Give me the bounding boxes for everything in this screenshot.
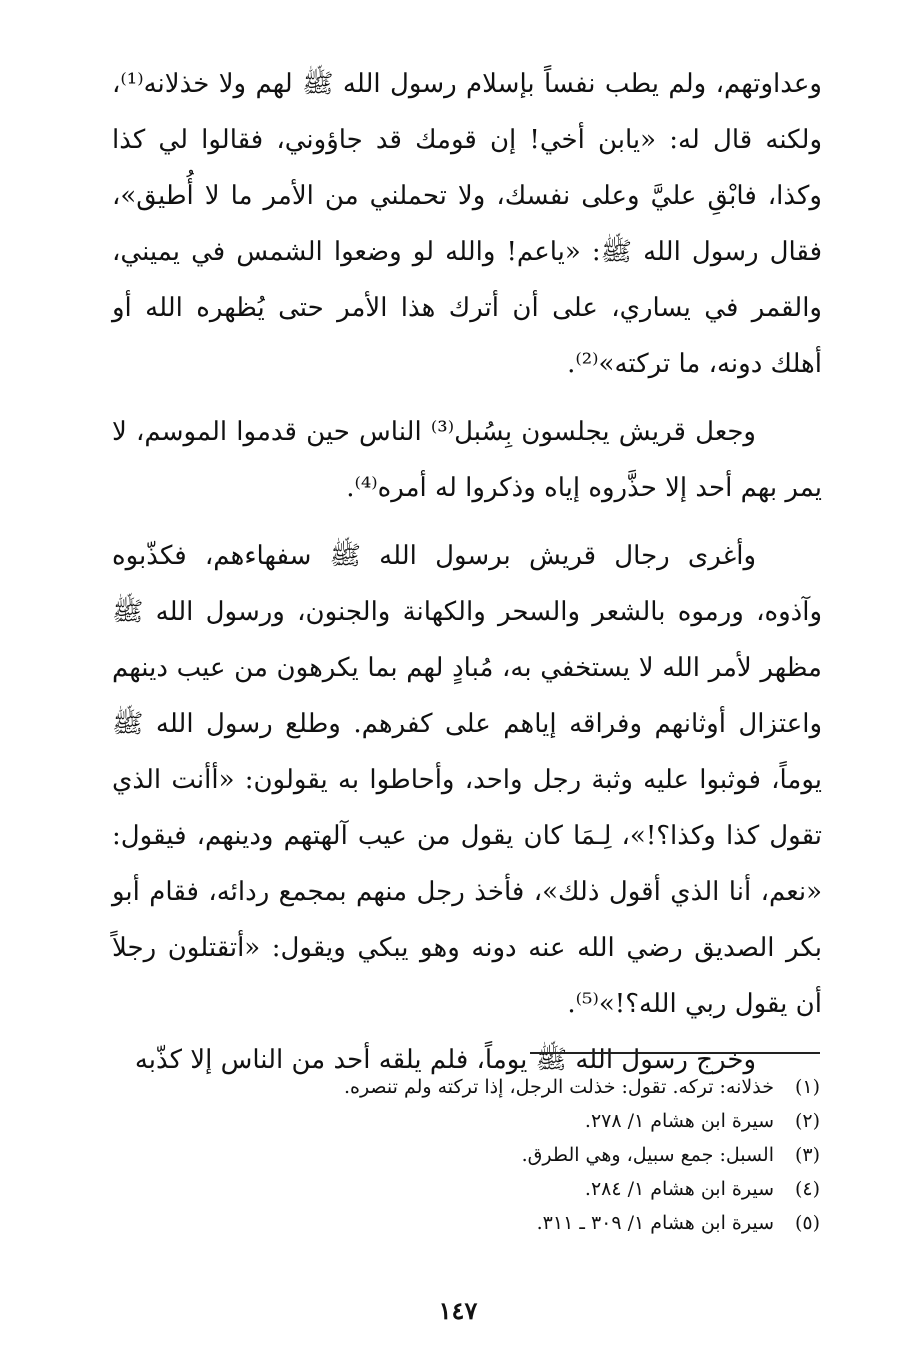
paragraph-2: وجعل قريش يجلسون بِسُبل⁽³⁾ الناس حين قدموا الموسم، لا يمر بهم أحد إلا حذَّروه إياه وذكروا له أمره⁽⁴⁾.: [112, 417, 822, 503]
footnotes: [120, 1070, 820, 1240]
footnote-1: [120, 1070, 820, 1104]
footnote-text: خذلانه: تركه. تقول: خذلت الرجل، إذا تركته ولم تنصره.: [343, 1076, 774, 1098]
paragraph-3: وأغرى رجال قريش برسول الله ﷺ سفهاءهم، فكذّبوه وآذوه، ورموه بالشعر والسحر والكهانة والجنون، ورسول الله ﷺ مظهر لأمر الله لا يستخفي به، مُبادٍ لهم بما يكرهون من عيب دينهم واعتزال أوثانهم وفراقه إياهم على كفرهم. وطلع رسول الله ﷺ يوماً، فوثبوا عليه وثبة رجل واحد، وأحاطوا به يقولون: «أأنت الذي تقول كذا وكذا؟!»، لِـمَا كان يقول من عيب آلهتهم ودينهم، فيقول: «نعم، أنا الذي أقول ذلك»، فأخذ رجل منهم بمجمع ردائه، فقام أبو بكر الصديق رضي الله عنه دونه وهو يبكي ويقول: «أتقتلون رجلاً أن يقول ربي الله؟!»⁽⁵⁾.: [112, 541, 822, 1019]
footnote-text: سيرة ابن هشام ١/ ٢٨٤.: [584, 1178, 774, 1200]
footnote-divider: [530, 1052, 820, 1054]
paragraph-1: وعداوتهم، ولم يطب نفساً بإسلام رسول الله ﷺ لهم ولا خذلانه⁽¹⁾، ولكنه قال له: «يابن أخي! إن قومك قد جاؤوني، فقالوا لي كذا وكذا، فابْقِ عليَّ وعلى نفسك، ولا تحملني من الأمر ما لا أُطيق»، فقال رسول الله ﷺ: «ياعم! والله لو وضعوا الشمس في يميني، والقمر في يساري، على أن أترك هذا الأمر حتى يُظهره الله أو أهلك دونه، ما تركته»⁽²⁾.: [112, 69, 822, 379]
footnote-4: [120, 1172, 820, 1206]
footnote-text: السبل: جمع سبيل، وهي الطرق.: [521, 1144, 774, 1166]
footnote-5: [120, 1206, 820, 1240]
page-number: ١٤٧: [438, 1296, 478, 1325]
footnote-text: سيرة ابن هشام ١/ ٢٧٨.: [584, 1110, 774, 1132]
footnote-number: (٤): [794, 1178, 820, 1200]
footnote-3: [120, 1138, 820, 1172]
footnote-number: (٥): [794, 1212, 820, 1234]
footnote-2: [120, 1104, 820, 1138]
paragraph-4: وخرج رسول الله ﷺ يوماً، فلم يلقه أحد من الناس إلا كذّبه: [134, 1045, 756, 1075]
footnote-number: (٢): [794, 1110, 820, 1132]
footnote-number: (٣): [794, 1144, 820, 1166]
main-text: [112, 56, 822, 1088]
footnote-text: سيرة ابن هشام ١/ ٣٠٩ ـ ٣١١.: [536, 1212, 774, 1234]
footnote-number: (١): [794, 1076, 820, 1098]
